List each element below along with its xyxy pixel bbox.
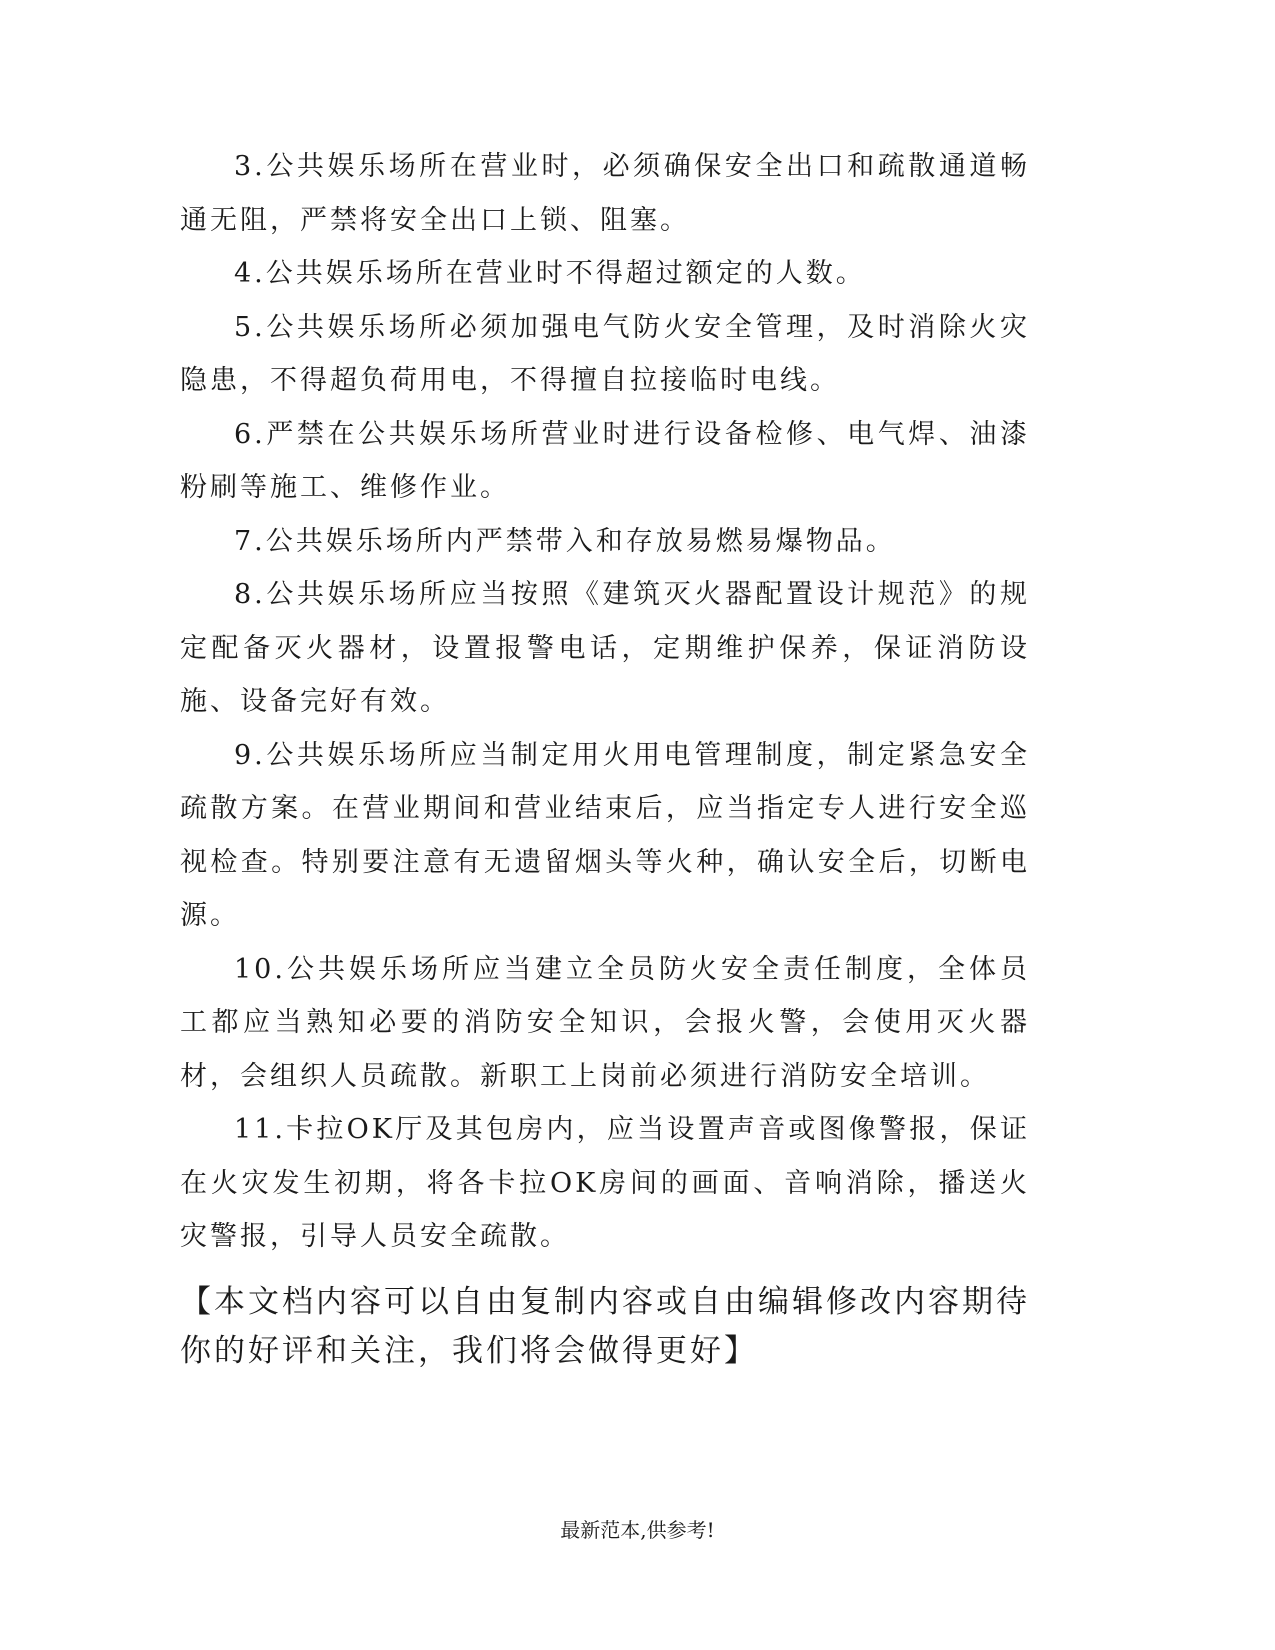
- paragraph-item-8: 8.公共娱乐场所应当按照《建筑灭火器配置设计规范》的规定配备灭火器材，设置报警电话，定期维护保养，保证消防设施、设备完好有效。: [180, 579, 1030, 717]
- paragraph-item-4: 4.公共娱乐场所在营业时不得超过额定的人数。: [234, 258, 866, 289]
- page-footer: 最新范本,供参考!: [560, 1518, 715, 1542]
- paragraph-item-5: 5.公共娱乐场所必须加强电气防火安全管理，及时消除火灾隐患，不得超负荷用电，不得擅自拉接临时电线。: [180, 311, 1030, 396]
- paragraph-item-6: 6.严禁在公共娱乐场所营业时进行设备检修、电气焊、油漆粉刷等施工、维修作业。: [180, 418, 1030, 503]
- paragraph-item-7: 7.公共娱乐场所内严禁带入和存放易燃易爆物品。: [234, 525, 896, 557]
- paragraph-item-3: 3.公共娱乐场所在营业时，必须确保安全出口和疏散通道畅通无阻，严禁将安全出口上锁、阻塞。: [180, 151, 1030, 236]
- paragraph-item-9: 9.公共娱乐场所应当制定用火用电管理制度，制定紧急安全疏散方案。在营业期间和营业结束后，应当指定专人进行安全巡视检查。特别要注意有无遗留烟头等火种，确认安全后，切断电源。: [180, 739, 1030, 931]
- document-body: [180, 140, 1030, 1264]
- paragraph-item-10: 10.公共娱乐场所应当建立全员防火安全责任制度，全体员工都应当熟知必要的消防安全知识，会报火警，会使用灭火器材，会组织人员疏散。新职工上岗前必须进行消防安全培训。: [180, 953, 1030, 1092]
- editing-notice: 【本文档内容可以自由复制内容或自由编辑修改内容期待你的好评和关注，我们将会做得更好】: [180, 1284, 1030, 1369]
- paragraph-item-11: 11.卡拉OK厅及其包房内，应当设置声音或图像警报，保证在火灾发生初期，将各卡拉OK房间的画面、音响消除，播送火灾警报，引导人员安全疏散。: [180, 1114, 1030, 1252]
